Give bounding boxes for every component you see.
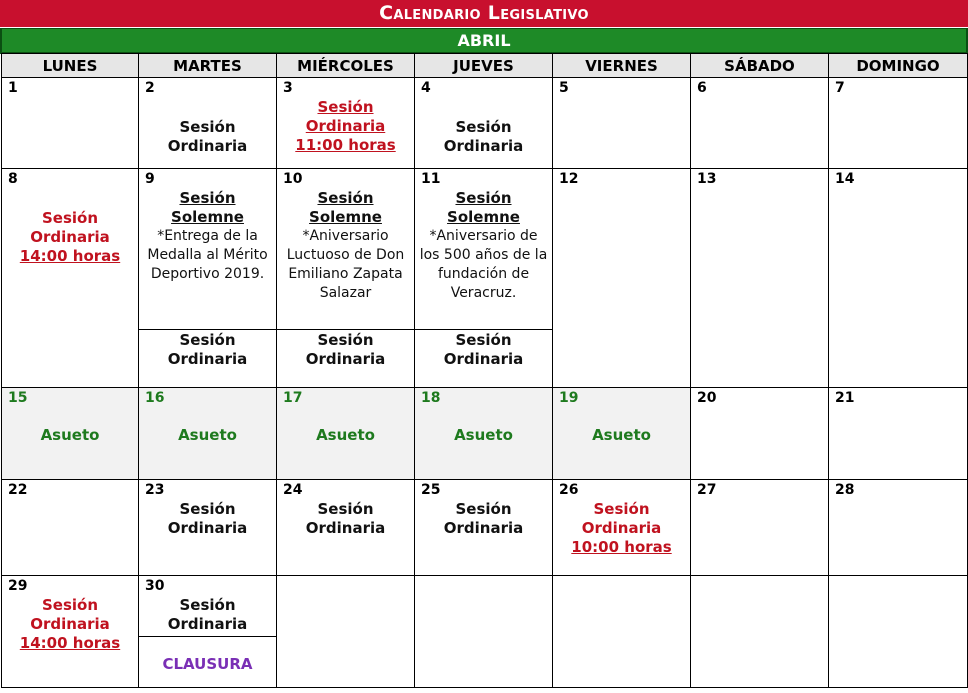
week-row-2 bbox=[2, 169, 968, 388]
event-line: Sesión bbox=[455, 500, 512, 518]
day-number: 10 bbox=[283, 171, 303, 187]
day-number: 30 bbox=[145, 578, 165, 594]
event-line: Ordinaria bbox=[167, 519, 248, 537]
day-number: 5 bbox=[559, 80, 569, 96]
event-line: Ordinaria bbox=[167, 137, 248, 155]
event-line: Sesión bbox=[179, 118, 236, 136]
event-description: *Entrega de la Medalla al Mérito Deportivo 2019. bbox=[147, 228, 268, 282]
event-sesion-ordinaria bbox=[139, 596, 276, 634]
day-number: 15 bbox=[8, 390, 28, 406]
day-cell-22 bbox=[2, 480, 139, 576]
event-sesion-ordinaria bbox=[415, 118, 552, 156]
day-number: 11 bbox=[421, 171, 441, 187]
day-number: 1 bbox=[8, 80, 18, 96]
day-cell-3 bbox=[277, 78, 415, 169]
day-number: 8 bbox=[8, 171, 18, 187]
day-cell-15 bbox=[2, 388, 139, 480]
week-row-4 bbox=[2, 480, 968, 576]
event-sesion-ordinaria-highlight bbox=[277, 98, 414, 155]
weekday-sunday: DOMINGO bbox=[829, 54, 968, 78]
day-number: 19 bbox=[559, 390, 579, 406]
event-sesion-ordinaria bbox=[277, 331, 414, 369]
day-cell-11 bbox=[415, 169, 553, 388]
day-number: 6 bbox=[697, 80, 707, 96]
day-cell-24 bbox=[277, 480, 415, 576]
event-line: Solemne bbox=[447, 208, 520, 226]
event-line: Sesión bbox=[41, 209, 99, 227]
event-line: Sesión bbox=[593, 500, 650, 518]
event-line: Sesión bbox=[179, 189, 236, 207]
event-sesion-ordinaria-highlight bbox=[2, 596, 138, 653]
day-number: 23 bbox=[145, 482, 165, 498]
event-line: Ordinaria bbox=[581, 519, 662, 537]
week-row-1 bbox=[2, 78, 968, 169]
event-line: Ordinaria bbox=[305, 350, 386, 368]
event-line: Solemne bbox=[171, 208, 244, 226]
day-number: 18 bbox=[421, 390, 441, 406]
event-line: Ordinaria bbox=[30, 228, 110, 246]
day-number: 2 bbox=[145, 80, 155, 96]
day-number: 9 bbox=[145, 171, 155, 187]
event-line: Sesión bbox=[317, 331, 374, 349]
day-number: 27 bbox=[697, 482, 717, 498]
weekday-wednesday: MIÉRCOLES bbox=[277, 54, 415, 78]
event-clausura: CLAUSURA bbox=[162, 655, 253, 673]
day-number: 13 bbox=[697, 171, 717, 187]
empty-cell bbox=[691, 576, 829, 688]
week-row-5 bbox=[2, 576, 968, 688]
day-cell-4 bbox=[415, 78, 553, 169]
event-line: Ordinaria bbox=[443, 519, 524, 537]
event-asueto: Asueto bbox=[316, 426, 375, 444]
day-cell-7 bbox=[829, 78, 968, 169]
empty-cell bbox=[277, 576, 415, 688]
day-cell-17 bbox=[277, 388, 415, 480]
day-cell-13 bbox=[691, 169, 829, 388]
day-number: 3 bbox=[283, 80, 293, 96]
event-sesion-solemne bbox=[277, 189, 414, 303]
day-cell-16 bbox=[139, 388, 277, 480]
event-description: *Aniversario Luctuoso de Don Emiliano Zapata Salazar bbox=[286, 228, 405, 301]
cell-divider bbox=[139, 329, 276, 330]
day-number: 21 bbox=[835, 390, 855, 406]
event-sesion-ordinaria-highlight bbox=[553, 500, 690, 557]
month-header: ABRIL bbox=[0, 28, 968, 54]
day-number: 26 bbox=[559, 482, 579, 498]
day-number: 16 bbox=[145, 390, 165, 406]
day-cell-8 bbox=[2, 169, 139, 388]
event-line: Ordinaria bbox=[443, 350, 524, 368]
weekday-friday: VIERNES bbox=[553, 54, 691, 78]
cell-divider bbox=[415, 329, 552, 330]
empty-cell bbox=[415, 576, 553, 688]
day-number: 7 bbox=[835, 80, 845, 96]
day-cell-9 bbox=[139, 169, 277, 388]
event-time: 14:00 horas bbox=[19, 634, 121, 652]
event-sesion-solemne bbox=[415, 189, 552, 303]
event-sesion-solemne bbox=[139, 189, 276, 284]
day-number: 4 bbox=[421, 80, 431, 96]
cell-divider bbox=[277, 329, 414, 330]
day-cell-21 bbox=[829, 388, 968, 480]
day-cell-28 bbox=[829, 480, 968, 576]
event-asueto: Asueto bbox=[454, 426, 513, 444]
week-row-3 bbox=[2, 388, 968, 480]
event-sesion-ordinaria bbox=[139, 331, 276, 369]
day-number: 28 bbox=[835, 482, 855, 498]
event-line: Sesión bbox=[179, 500, 236, 518]
event-line: Ordinaria bbox=[167, 615, 248, 633]
event-sesion-ordinaria bbox=[139, 118, 276, 156]
day-cell-20 bbox=[691, 388, 829, 480]
weekday-thursday: JUEVES bbox=[415, 54, 553, 78]
day-cell-10 bbox=[277, 169, 415, 388]
day-cell-14 bbox=[829, 169, 968, 388]
event-line: Sesión bbox=[455, 189, 512, 207]
weekday-tuesday: MARTES bbox=[139, 54, 277, 78]
event-line: Ordinaria bbox=[443, 137, 524, 155]
event-description: *Aniversario de los 500 años de la fundación de Veracruz. bbox=[419, 228, 548, 301]
day-cell-2 bbox=[139, 78, 277, 169]
day-cell-1 bbox=[2, 78, 139, 169]
event-line: Sesión bbox=[455, 118, 512, 136]
day-cell-29 bbox=[2, 576, 139, 688]
event-line: Sesión bbox=[317, 189, 374, 207]
day-cell-6 bbox=[691, 78, 829, 169]
day-cell-23 bbox=[139, 480, 277, 576]
cell-divider bbox=[139, 636, 276, 637]
event-sesion-ordinaria-highlight bbox=[2, 209, 138, 266]
event-line: Ordinaria bbox=[305, 117, 386, 135]
day-cell-18 bbox=[415, 388, 553, 480]
day-cell-12 bbox=[553, 169, 691, 388]
day-cell-26 bbox=[553, 480, 691, 576]
empty-cell bbox=[829, 576, 968, 688]
day-cell-27 bbox=[691, 480, 829, 576]
day-cell-19 bbox=[553, 388, 691, 480]
day-number: 20 bbox=[697, 390, 717, 406]
event-asueto: Asueto bbox=[592, 426, 651, 444]
day-cell-30 bbox=[139, 576, 277, 688]
event-line: Sesión bbox=[455, 331, 512, 349]
event-line: Solemne bbox=[309, 208, 382, 226]
event-time: 14:00 horas bbox=[19, 247, 121, 265]
weekday-header-row bbox=[2, 54, 968, 78]
event-line: Ordinaria bbox=[30, 615, 110, 633]
event-sesion-ordinaria bbox=[277, 500, 414, 538]
event-sesion-ordinaria bbox=[415, 331, 552, 369]
calendar-grid bbox=[1, 53, 968, 688]
day-number: 12 bbox=[559, 171, 579, 187]
day-number: 25 bbox=[421, 482, 441, 498]
event-line: Ordinaria bbox=[167, 350, 248, 368]
event-time: 10:00 horas bbox=[571, 538, 672, 556]
event-sesion-ordinaria bbox=[415, 500, 552, 538]
day-cell-25 bbox=[415, 480, 553, 576]
event-time: 11:00 horas bbox=[295, 136, 396, 154]
weekday-saturday: SÁBADO bbox=[691, 54, 829, 78]
event-line: Sesión bbox=[41, 596, 99, 614]
calendar-title: Calendario Legislativo bbox=[0, 0, 968, 27]
event-sesion-ordinaria bbox=[139, 500, 276, 538]
day-number: 14 bbox=[835, 171, 855, 187]
event-asueto: Asueto bbox=[40, 426, 100, 444]
event-line: Ordinaria bbox=[305, 519, 386, 537]
day-number: 29 bbox=[8, 578, 28, 594]
empty-cell bbox=[553, 576, 691, 688]
event-asueto: Asueto bbox=[178, 426, 237, 444]
event-line: Sesión bbox=[179, 596, 236, 614]
event-line: Sesión bbox=[317, 98, 374, 116]
event-line: Sesión bbox=[317, 500, 374, 518]
day-number: 22 bbox=[8, 482, 28, 498]
event-line: Sesión bbox=[179, 331, 236, 349]
day-number: 24 bbox=[283, 482, 303, 498]
weekday-monday: LUNES bbox=[2, 54, 139, 78]
day-number: 17 bbox=[283, 390, 303, 406]
day-cell-5 bbox=[553, 78, 691, 169]
